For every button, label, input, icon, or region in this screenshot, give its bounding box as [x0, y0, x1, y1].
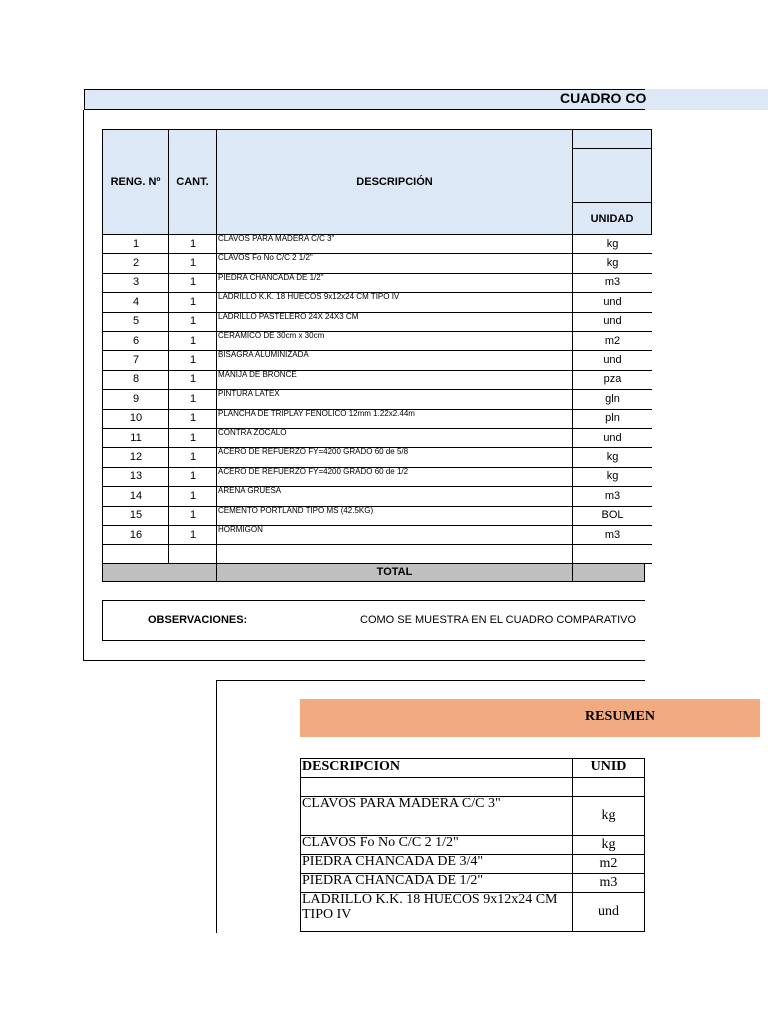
cant-cell: 1 [168, 312, 217, 332]
unit-cell: pln [572, 409, 652, 429]
unit-cell: und [572, 428, 652, 448]
frame-border-left [83, 110, 84, 660]
description-cell: HORMIGON [216, 525, 573, 545]
page-title: CUADRO CO [560, 90, 647, 106]
cant-cell: 1 [168, 409, 217, 429]
unit-cell: kg [572, 467, 652, 487]
reng-cell: 9 [102, 389, 169, 409]
summary-title-band [300, 699, 760, 737]
unit-cell: kg [572, 253, 652, 273]
description-cell: CLAVOS PARA MADERA C/C 3" [216, 234, 573, 254]
summary-description-cell: CLAVOS Fo No C/C 2 1/2" [300, 835, 573, 855]
cant-cell: 1 [168, 467, 217, 487]
reng-cell: 3 [102, 273, 169, 293]
unit-cell: m3 [572, 273, 652, 293]
description-cell: PIEDRA CHANCADA DE 1/2" [216, 273, 573, 293]
unit-cell: kg [572, 234, 652, 254]
description-cell: CONTRA ZOCALO [216, 428, 573, 448]
reng-cell: 12 [102, 447, 169, 467]
summary-header-descripcion: DESCRIPCION [300, 758, 573, 778]
cant-cell: 1 [168, 389, 217, 409]
cant-cell: 1 [168, 370, 217, 390]
reng-cell: 7 [102, 350, 169, 370]
reng-cell: 15 [102, 506, 169, 526]
summary-description-cell: PIEDRA CHANCADA DE 1/2" [300, 873, 573, 893]
description-cell: CEMENTO PORTLAND TIPO MS (42.5KG) [216, 506, 573, 526]
reng-cell: 11 [102, 428, 169, 448]
description-cell: MANIJA DE BRONCE [216, 370, 573, 390]
reng-cell: 5 [102, 312, 169, 332]
header-descripcion: DESCRIPCIÓN [216, 129, 573, 235]
description-cell: ARENA GRUESA [216, 486, 573, 506]
reng-cell: 8 [102, 370, 169, 390]
summary-description-cell: LADRILLO K.K. 18 HUECOS 9x12x24 CM TIPO IV [300, 892, 573, 932]
cant-cell: 1 [168, 234, 217, 254]
cant-cell: 1 [168, 447, 217, 467]
description-cell: LADRILLO K.K. 18 HUECOS 9x12x24 CM TIPO IV [216, 292, 573, 312]
empty-cell [572, 544, 652, 564]
summary-unit-cell: m3 [572, 873, 645, 893]
reng-cell: 10 [102, 409, 169, 429]
empty-cell [216, 544, 573, 564]
description-cell: PLANCHA DE TRIPLAY FENOLICO 12mm 1.22x2.44m [216, 409, 573, 429]
header-cant: CANT. [168, 129, 217, 235]
cant-cell: 1 [168, 273, 217, 293]
summary-unit-cell: und [572, 892, 645, 932]
header-reng: RENG. Nº [102, 129, 169, 235]
total-label: TOTAL [376, 566, 413, 578]
cant-cell: 1 [168, 292, 217, 312]
reng-cell: 14 [102, 486, 169, 506]
empty-cell [102, 544, 169, 564]
unit-cell: und [572, 350, 652, 370]
summary-unit-cell: kg [572, 796, 645, 836]
unit-cell: und [572, 312, 652, 332]
cant-cell: 1 [168, 506, 217, 526]
description-cell: BISAGRA ALUMINIZADA [216, 350, 573, 370]
description-cell: PINTURA LATEX [216, 389, 573, 409]
observations-text: COMO SE MUESTRA EN EL CUADRO COMPARATIVO [360, 614, 637, 626]
header-blank-top [572, 129, 652, 149]
unit-cell: m3 [572, 525, 652, 545]
reng-cell: 1 [102, 234, 169, 254]
header-unidad: UNIDAD [572, 202, 652, 235]
reng-cell: 13 [102, 467, 169, 487]
summary-unit-cell: m2 [572, 854, 645, 874]
cant-cell: 1 [168, 525, 217, 545]
unit-cell: m3 [572, 486, 652, 506]
observations-label: OBSERVACIONES: [148, 614, 248, 626]
unit-cell: m2 [572, 331, 652, 351]
description-cell: CERAMICO DE 30cm x 30cm [216, 331, 573, 351]
summary-frame-left [216, 680, 217, 933]
cant-cell: 1 [168, 331, 217, 351]
summary-unit-cell: kg [572, 835, 645, 855]
unit-cell: und [572, 292, 652, 312]
header-blank-mid [572, 148, 652, 203]
unit-cell: BOL [572, 506, 652, 526]
cant-cell: 1 [168, 486, 217, 506]
summary-description-cell: PIEDRA CHANCADA DE 3/4" [300, 854, 573, 874]
unit-cell: kg [572, 447, 652, 467]
description-cell: ACERO DE REFUERZO FY=4200 GRADO 60 de 5/8 [216, 447, 573, 467]
description-cell: ACERO DE REFUERZO FY=4200 GRADO 60 de 1/2 [216, 467, 573, 487]
reng-cell: 16 [102, 525, 169, 545]
cant-cell: 1 [168, 350, 217, 370]
description-cell: LADRILLO PASTELERO 24X 24X3 CM [216, 312, 573, 332]
unit-cell: gln [572, 389, 652, 409]
reng-cell: 6 [102, 331, 169, 351]
unit-cell: pza [572, 370, 652, 390]
cant-cell: 1 [168, 428, 217, 448]
reng-cell: 2 [102, 253, 169, 273]
reng-cell: 4 [102, 292, 169, 312]
frame-border-bottom [83, 660, 645, 661]
empty-cell [168, 544, 217, 564]
cant-cell: 1 [168, 253, 217, 273]
summary-frame-top [216, 680, 645, 681]
summary-header-unid: UNID [572, 758, 645, 778]
summary-description-cell: CLAVOS PARA MADERA C/C 3" [300, 796, 573, 836]
summary-title: RESUMEN [585, 709, 656, 724]
description-cell: CLAVOS Fo No C/C 2 1/2" [216, 253, 573, 273]
